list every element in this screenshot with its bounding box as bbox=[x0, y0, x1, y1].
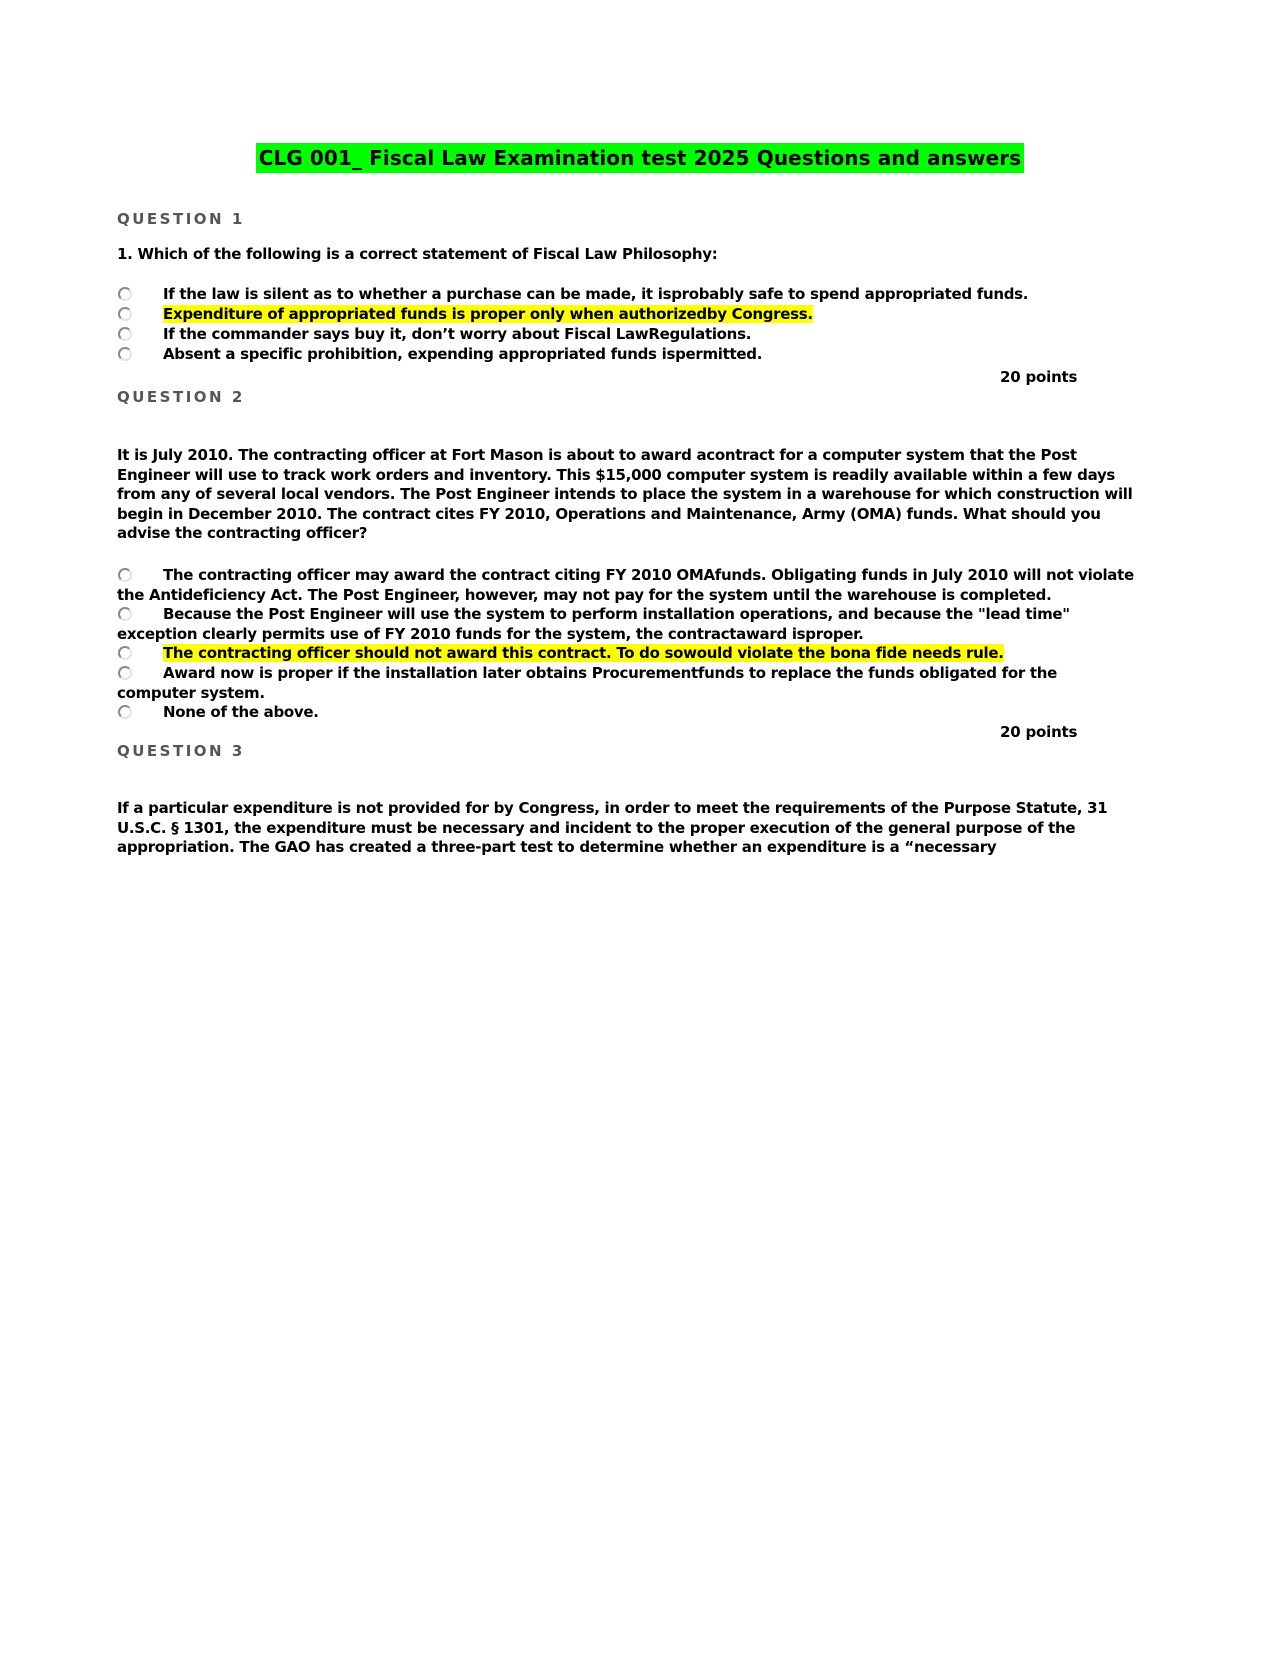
radio-button-icon[interactable] bbox=[118, 327, 132, 341]
question-2-options bbox=[117, 566, 1137, 723]
radio-button-icon[interactable] bbox=[118, 705, 132, 719]
question-1-option-1[interactable] bbox=[117, 285, 1137, 305]
option-label-highlighted: Expenditure of appropriated funds is proper only when authorizedby Congress. bbox=[163, 305, 813, 323]
radio-button-icon[interactable] bbox=[118, 347, 132, 361]
option-label: If the commander says buy it, don’t worry about Fiscal LawRegulations. bbox=[163, 325, 752, 343]
option-label-highlighted: The contracting officer should not award this contract. To do sowould violate the bona fide needs rule. bbox=[163, 644, 1004, 662]
question-1-option-2[interactable] bbox=[117, 305, 1137, 325]
document-title: CLG 001_ Fiscal Law Examination test 2025 Questions and answers bbox=[256, 143, 1025, 173]
option-label: Because the Post Engineer will use the system to perform installation operations, and because the "lead time" exception clearly permits use of FY 2010 funds for the system, the contractaward isproper. bbox=[117, 605, 1070, 643]
radio-button-icon[interactable] bbox=[118, 568, 132, 582]
question-1-text: 1. Which of the following is a correct statement of Fiscal Law Philosophy: bbox=[117, 245, 718, 263]
question-2-option-1[interactable] bbox=[117, 566, 1137, 605]
question-3-text: If a particular expenditure is not provided for by Congress, in order to meet the requirements of the Purpose Statute, 31 U.S.C. § 1301, the expenditure must be necessary and incident to the proper execution of the general purpose of the appropriation. The GAO has created a three-part test to determine whether an expenditure is a “necessary bbox=[117, 799, 1108, 856]
radio-button-icon[interactable] bbox=[118, 666, 132, 680]
question-1-options bbox=[117, 285, 1137, 365]
question-2-option-2[interactable] bbox=[117, 605, 1137, 644]
radio-button-icon[interactable] bbox=[118, 607, 132, 621]
question-2-option-4[interactable] bbox=[117, 664, 1137, 703]
question-3-heading: QUESTION 3 bbox=[117, 742, 245, 760]
question-2-option-5[interactable] bbox=[117, 703, 1137, 723]
question-1-points: 20 points bbox=[1000, 368, 1078, 386]
question-1-option-4[interactable] bbox=[117, 345, 1137, 365]
title-container bbox=[0, 143, 1280, 173]
radio-button-icon[interactable] bbox=[118, 287, 132, 301]
question-2-text: It is July 2010. The contracting officer at Fort Mason is about to award acontract for a computer system that the Post Engineer will use to track work orders and inventory. This $15,000 computer system is readily available within a few days from any of several local vendors. The Post Engineer intends to place the system in a warehouse for which construction will begin in December 2010. The contract cites FY 2010, Operations and Maintenance, Army (OMA) funds. What should you advise the contracting officer? bbox=[117, 446, 1133, 542]
option-label: None of the above. bbox=[163, 703, 319, 721]
question-1-heading: QUESTION 1 bbox=[117, 210, 245, 228]
question-2-heading: QUESTION 2 bbox=[117, 388, 245, 406]
question-1-option-3[interactable] bbox=[117, 325, 1137, 345]
radio-button-icon[interactable] bbox=[118, 307, 132, 321]
option-label: Absent a specific prohibition, expending appropriated funds ispermitted. bbox=[163, 345, 763, 363]
option-label: The contracting officer may award the contract citing FY 2010 OMAfunds. Obligating funds in July 2010 will not violate the Antideficiency Act. The Post Engineer, however, may not pay for the system until the warehouse is completed. bbox=[117, 566, 1134, 604]
question-2-option-3[interactable] bbox=[117, 644, 1137, 664]
option-label: Award now is proper if the installation later obtains Procurementfunds to replace the funds obligated for the computer system. bbox=[117, 664, 1057, 702]
question-2-points: 20 points bbox=[1000, 723, 1078, 741]
radio-button-icon[interactable] bbox=[118, 646, 132, 660]
option-label: If the law is silent as to whether a purchase can be made, it isprobably safe to spend appropriated funds. bbox=[163, 285, 1029, 303]
